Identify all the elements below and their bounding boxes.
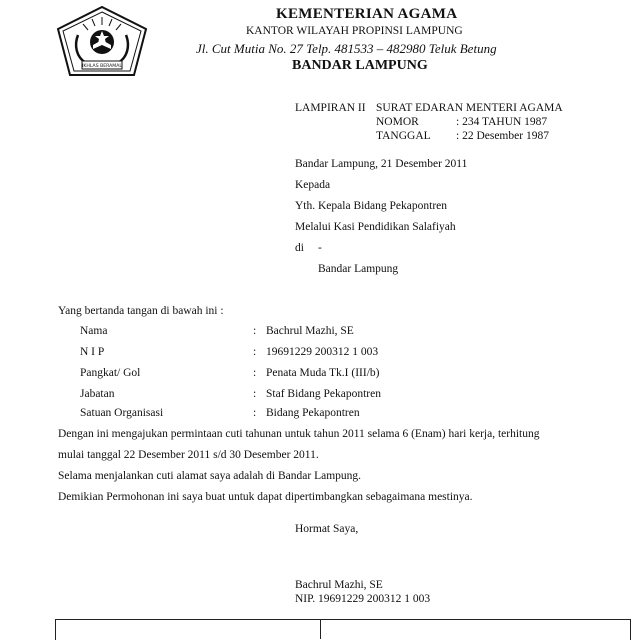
field-label: Pangkat/ Gol bbox=[80, 367, 141, 379]
place-date: Bandar Lampung, 21 Desember 2011 bbox=[295, 158, 468, 170]
field-colon: : bbox=[253, 388, 257, 400]
appendix-tanggal-label: TANGGAL bbox=[376, 130, 431, 142]
leave-address-paragraph: Selama menjalankan cuti alamat saya adalah di Bandar Lampung. bbox=[58, 470, 362, 482]
field-colon: : bbox=[253, 325, 257, 337]
field-label: Satuan Organisasi bbox=[80, 407, 164, 419]
closing-paragraph: Demikian Permohonan ini saya buat untuk dapat dipertimbangkan sebagaimana mestinya. bbox=[58, 491, 473, 503]
intro-text: Yang bertanda tangan di bawah ini : bbox=[58, 305, 224, 317]
recipient-city: Bandar Lampung bbox=[318, 263, 399, 275]
closing-salutation: Hormat Saya, bbox=[295, 523, 359, 535]
leave-request-line2: mulai tanggal 22 Desember 2011 s/d 30 Desember 2011. bbox=[58, 449, 319, 461]
leave-request-line1: Dengan ini mengajukan permintaan cuti tahunan untuk tahun 2011 selama 6 (Enam) hari kerja, terhitung bbox=[58, 428, 540, 440]
field-value-name: Bachrul Mazhi, SE bbox=[266, 325, 354, 337]
logo-ribbon-text: IKHLAS BERAMAL bbox=[82, 64, 122, 69]
office-city: BANDAR LAMPUNG bbox=[292, 58, 428, 73]
recipient-via: Melalui Kasi Pendidikan Salafiyah bbox=[295, 221, 456, 233]
field-value-rank: Penata Muda Tk.I (III/b) bbox=[266, 367, 380, 379]
recipient-di: di bbox=[295, 242, 304, 254]
field-label: Jabatan bbox=[80, 388, 115, 400]
ministry-title: KEMENTERIAN AGAMA bbox=[276, 6, 458, 22]
field-label: Nama bbox=[80, 325, 108, 337]
signatory-name: Bachrul Mazhi, SE bbox=[295, 579, 383, 591]
field-colon: : bbox=[253, 367, 257, 379]
kemenag-emblem-logo bbox=[56, 5, 148, 77]
recipient-to: Kepada bbox=[295, 179, 331, 191]
appendix-nomor-label: NOMOR bbox=[376, 116, 419, 128]
field-value-nip: 19691229 200312 1 003 bbox=[266, 346, 379, 358]
field-value-position: Staf Bidang Pekapontren bbox=[266, 388, 381, 400]
office-address: Jl. Cut Mutia No. 27 Telp. 481533 – 482980 Teluk Betung bbox=[196, 41, 497, 56]
appendix-tanggal-value: : 22 Desember 1987 bbox=[456, 130, 549, 142]
recipient-dash: - bbox=[318, 242, 322, 254]
field-value-unit: Bidang Pekapontren bbox=[266, 407, 360, 419]
appendix-title: SURAT EDARAN MENTERI AGAMA bbox=[376, 102, 563, 114]
recipient-yth: Yth. Kepala Bidang Pekapontren bbox=[295, 200, 448, 212]
appendix-nomor-value: : 234 TAHUN 1987 bbox=[456, 116, 548, 128]
field-colon: : bbox=[253, 407, 257, 419]
field-colon: : bbox=[253, 346, 257, 358]
field-label: N I P bbox=[80, 346, 105, 358]
appendix-label: LAMPIRAN II bbox=[295, 102, 366, 114]
approval-table-divider bbox=[320, 619, 321, 639]
office-name: KANTOR WILAYAH PROPINSI LAMPUNG bbox=[246, 25, 463, 37]
signatory-nip: NIP. 19691229 200312 1 003 bbox=[295, 593, 431, 605]
